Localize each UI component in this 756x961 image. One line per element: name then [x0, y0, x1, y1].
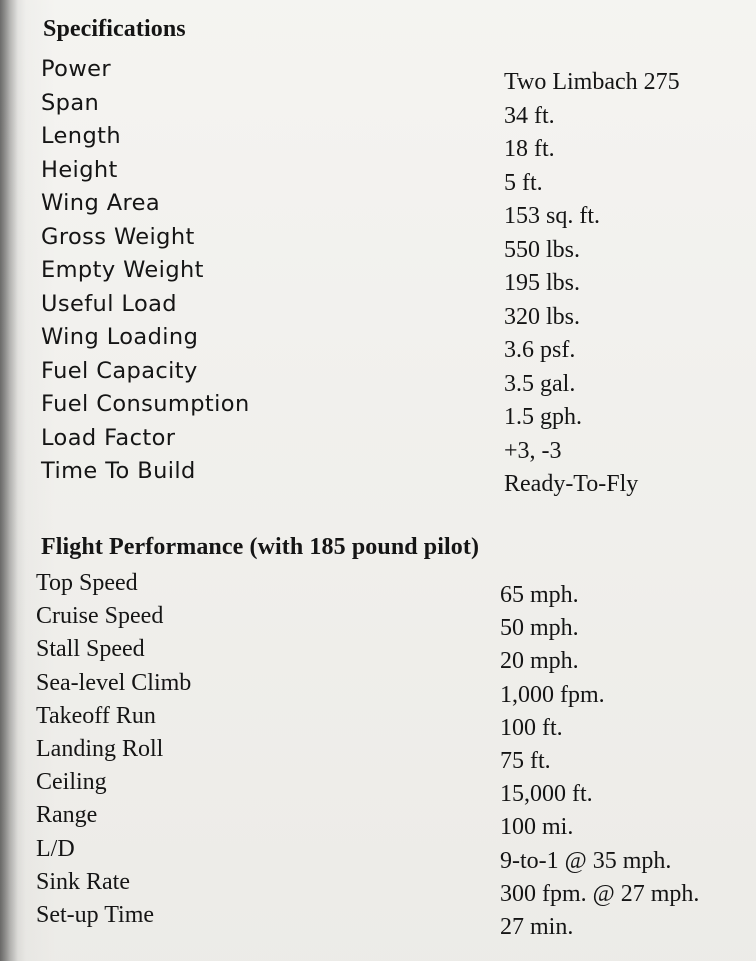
perf-label: Sink Rate [36, 868, 130, 895]
spec-label: Time To Build [41, 458, 196, 484]
perf-label: Ceiling [36, 769, 107, 796]
spec-label: Span [41, 89, 100, 116]
perf-value: 100 ft. [500, 714, 563, 741]
spec-value: 18 ft. [504, 136, 555, 162]
spec-row-wing-area [0, 190, 756, 229]
perf-row-sea-level-climb [0, 669, 756, 708]
spec-value: Two Limbach 275 [504, 69, 680, 95]
spec-value: 34 ft. [504, 102, 555, 129]
perf-label: Stall Speed [36, 636, 145, 663]
perf-value: 75 ft. [500, 747, 551, 774]
perf-row-cruise-speed [0, 603, 756, 642]
spec-label: Empty Weight [41, 257, 204, 283]
perf-row-top-speed [0, 570, 756, 608]
perf-row-sink-rate [0, 868, 756, 907]
perf-value: 65 mph. [500, 582, 579, 608]
specifications-list [0, 56, 756, 497]
spec-value: 3.5 gal. [504, 370, 576, 397]
flight-performance-heading: Flight Performance (with 185 pound pilot) [41, 534, 480, 560]
flight-performance-list [0, 570, 756, 940]
perf-row-ceiling [0, 769, 756, 808]
spec-value: 5 ft. [504, 169, 543, 196]
perf-label: Sea-level Climb [36, 669, 192, 696]
spec-label: Useful Load [41, 290, 177, 317]
perf-label: Landing Roll [36, 735, 164, 762]
perf-label: Top Speed [36, 570, 138, 596]
spec-value: 195 lbs. [504, 270, 581, 296]
perf-label: L/D [36, 835, 75, 862]
perf-value: 20 mph. [500, 648, 579, 675]
spec-row-load-factor [0, 424, 756, 464]
spec-label: Fuel Capacity [41, 357, 198, 384]
spec-row-gross-weight [0, 223, 756, 263]
perf-row-landing-roll [0, 735, 756, 774]
perf-row-range [0, 802, 756, 841]
spec-label: Wing Area [41, 190, 161, 216]
perf-label: Set-up Time [36, 901, 155, 928]
spec-row-wing-loading [0, 324, 756, 363]
spec-value: Ready-To-Fly [504, 471, 639, 497]
spec-value: 320 lbs. [504, 303, 581, 330]
perf-row-setup-time [0, 901, 756, 940]
perf-value: 1,000 fpm. [500, 681, 605, 708]
perf-value: 300 fpm. @ 27 mph. [500, 880, 700, 907]
perf-value: 50 mph. [500, 615, 579, 642]
perf-label: Cruise Speed [36, 603, 164, 630]
spec-value: 550 lbs. [504, 236, 581, 263]
spec-label: Load Factor [41, 424, 176, 451]
spec-row-power [0, 56, 756, 95]
spec-row-fuel-consumption [0, 391, 756, 430]
perf-row-takeoff-run [0, 702, 756, 741]
spec-row-span [0, 89, 756, 129]
spec-value: 1.5 gph. [504, 404, 582, 430]
spec-label: Fuel Consumption [41, 391, 250, 417]
spec-row-time-to-build [0, 458, 756, 497]
perf-label: Takeoff Run [36, 702, 156, 729]
spec-row-length [0, 123, 756, 162]
spec-value: +3, -3 [504, 437, 562, 464]
spec-label: Wing Loading [41, 324, 199, 350]
perf-value: 9-to-1 @ 35 mph. [500, 847, 672, 874]
perf-value: 15,000 ft. [500, 781, 593, 808]
spec-row-fuel-capacity [0, 357, 756, 397]
perf-label: Range [36, 802, 98, 829]
spec-row-empty-weight [0, 257, 756, 296]
spec-label: Height [41, 156, 118, 183]
perf-value: 100 mi. [500, 814, 574, 841]
perf-value: 27 min. [500, 913, 574, 940]
spec-value: 153 sq. ft. [504, 203, 600, 229]
specifications-heading: Specifications [43, 16, 186, 42]
spec-label: Length [41, 123, 122, 149]
perf-row-lift-to-drag [0, 835, 756, 874]
spec-value: 3.6 psf. [504, 337, 576, 363]
perf-row-stall-speed [0, 636, 756, 675]
spec-row-useful-load [0, 290, 756, 330]
spec-label: Power [41, 56, 112, 82]
spec-label: Gross Weight [41, 223, 195, 250]
spec-row-height [0, 156, 756, 196]
